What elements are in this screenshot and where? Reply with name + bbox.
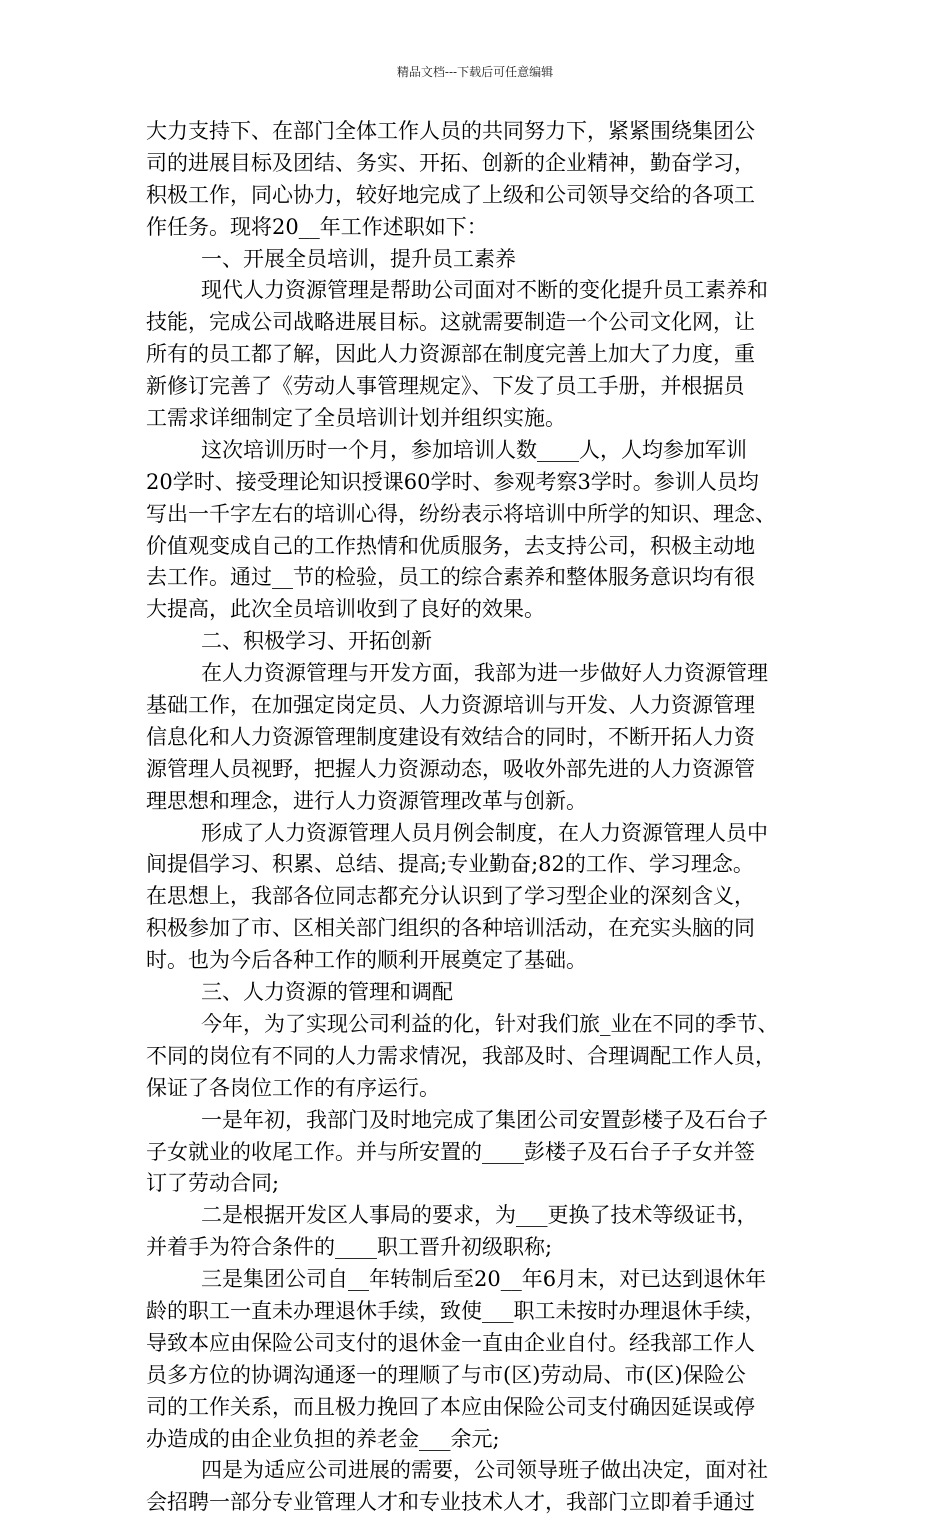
- text-line: 司的进展目标及团结、务实、开拓、创新的企业精神，勤奋学习，: [146, 150, 755, 175]
- text-line: 大提高，此次全员培训收到了良好的效果。: [146, 597, 545, 622]
- text-line: 不同的岗位有不同的人力需求情况，我部及时、合理调配工作人员，: [146, 1043, 776, 1068]
- text-line: 去工作。通过__节的检验，员工的综合素养和整体服务意识均有很: [146, 565, 755, 590]
- text-line: 新修订完善了《劳动人事管理规定》、下发了员工手册，并根据员: [146, 374, 745, 399]
- text-line: 理思想和理念，进行人力资源管理改革与创新。: [146, 788, 587, 813]
- text-line: 大力支持下、在部门全体工作人员的共同努力下，紧紧围绕集团公: [146, 119, 755, 143]
- text-line: 价值观变成自己的工作热情和优质服务，去支持公司，积极主动地: [146, 533, 755, 558]
- text-line: 会招聘一部分专业管理人才和专业技术人才，我部门立即着手通过: [146, 1490, 755, 1515]
- text-line: 现代人力资源管理是帮助公司面对不断的变化提升员工素养和: [201, 278, 768, 303]
- text-line: 司的工作关系，而且极力挽回了本应由保险公司支付确因延误或停: [146, 1394, 755, 1419]
- text-line: 三、人力资源的管理和调配: [201, 980, 453, 1005]
- text-line: 一、开展全员培训，提升员工素养: [201, 246, 516, 271]
- text-line: 积极工作，同心协力，较好地完成了上级和公司领导交给的各项工: [146, 182, 755, 207]
- text-line: 所有的员工都了解，因此人力资源部在制度完善上加大了力度，重: [146, 342, 755, 367]
- text-line: 基础工作，在加强定岗定员、人力资源培训与开发、人力资源管理: [146, 693, 755, 718]
- document-body: [146, 116, 816, 1519]
- text-line: 源管理人员视野，把握人力资源动态，吸收外部先进的人力资源管: [146, 756, 755, 781]
- text-line: 一是年初，我部门及时地完成了集团公司安置彭楼子及石台子: [201, 1107, 768, 1132]
- text-line: 导致本应由保险公司支付的退休金一直由企业自付。经我部工作人: [146, 1330, 755, 1355]
- text-line: 员多方位的协调沟通逐一的理顺了与市(区)劳动局、市(区)保险公: [146, 1362, 746, 1387]
- text-line: 工需求详细制定了全员培训计划并组织实施。: [146, 406, 566, 431]
- text-line: 这次培训历时一个月，参加培训人数____人，人均参加军训: [201, 437, 747, 462]
- page-header: 精品文档---下载后可任意编辑: [396, 65, 554, 79]
- text-line: 保证了各岗位工作的有序运行。: [146, 1075, 440, 1100]
- text-line: 订了劳动合同;: [146, 1171, 280, 1196]
- text-line: 在人力资源管理与开发方面，我部为进一步做好人力资源管理: [201, 661, 768, 686]
- text-line: 作任务。现将20__年工作述职如下：: [146, 214, 488, 239]
- text-line: 办造成的由企业负担的养老金___余元;: [146, 1426, 500, 1451]
- text-line: 三是集团公司自__年转制后至20__年6月末，对已达到退休年: [201, 1267, 767, 1292]
- text-line: 写出一千字左右的培训心得，纷纷表示将培训中所学的知识、理念、: [146, 501, 776, 526]
- text-line: 信息化和人力资源管理制度建设有效结合的同时，不断开拓人力资: [146, 724, 755, 749]
- text-line: 龄的职工一直未办理退休手续，致使___职工未按时办理退休手续，: [146, 1298, 766, 1323]
- text-line: 形成了人力资源管理人员月例会制度，在人力资源管理人员中: [201, 820, 768, 845]
- text-line: 今年，为了实现公司利益的化，针对我们旅_业在不同的季节、: [201, 1011, 779, 1036]
- text-line: 20学时、接受理论知识授课60学时、参观考察3学时。参训人员均: [146, 469, 759, 494]
- text-line: 四是为适应公司进展的需要，公司领导班子做出决定，面对社: [201, 1458, 768, 1483]
- text-line: 在思想上，我部各位同志都充分认识到了学习型企业的深刻含义，: [146, 884, 755, 909]
- text-line: 时。也为今后各种工作的顺利开展奠定了基础。: [146, 948, 587, 973]
- text-line: 二、积极学习、开拓创新: [201, 629, 432, 654]
- text-line: 积极参加了市、区相关部门组织的各种培训活动，在充实头脑的同: [146, 916, 755, 941]
- text-line: 二是根据开发区人事局的要求，为___更换了技术等级证书，: [201, 1203, 758, 1228]
- text-line: 并着手为符合条件的____职工晋升初级职称;: [146, 1235, 553, 1260]
- text-line: 技能，完成公司战略进展目标。这就需要制造一个公司文化网，让: [146, 310, 755, 335]
- text-line: 间提倡学习、积累、总结、提高;专业勤奋;82的工作、学习理念。: [146, 852, 754, 877]
- text-line: 子女就业的收尾工作。并与所安置的____彭楼子及石台子子女并签: [146, 1139, 755, 1164]
